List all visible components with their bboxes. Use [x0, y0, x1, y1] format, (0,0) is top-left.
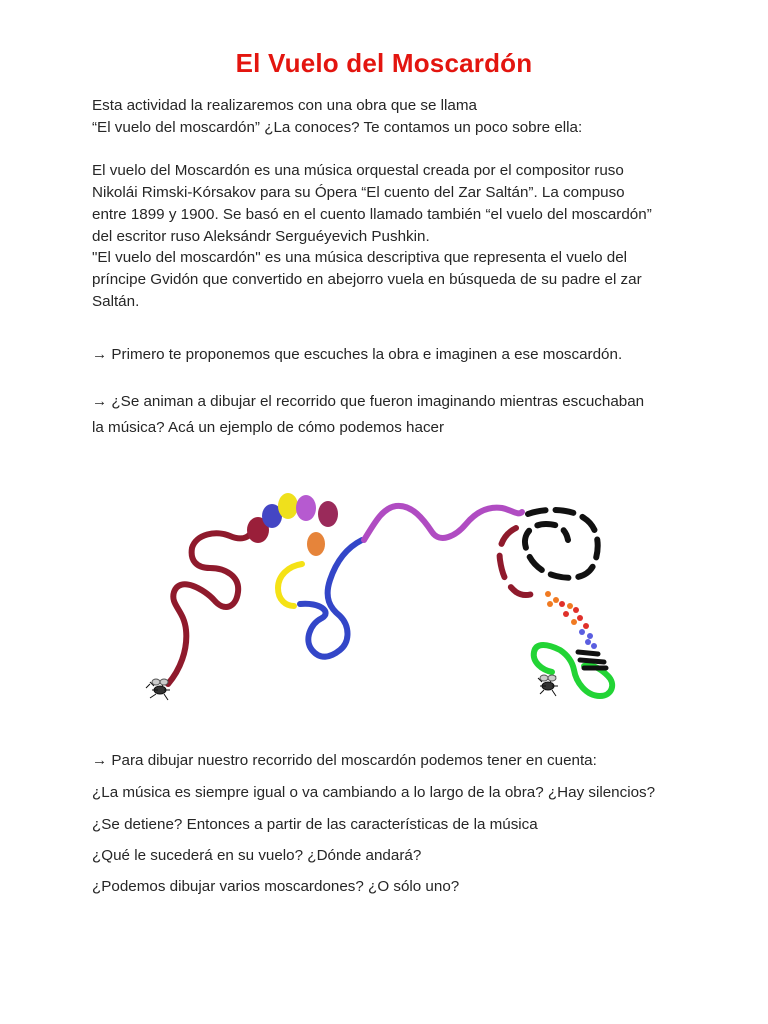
- question-line: ¿La música es siempre igual o va cambiando a lo largo de la obra? ¿Hay silencios?: [92, 784, 656, 801]
- about-line: entre 1899 y 1900. Se basó en el cuento llamado también “el vuelo del moscardón”: [92, 206, 652, 223]
- purple-path: [364, 506, 522, 540]
- maroon-path: [168, 526, 254, 684]
- about-line: "El vuelo del moscardón" es una música descriptiva que representa el vuelo del: [92, 249, 628, 266]
- step-2-text: la música? Acá un ejemplo de cómo podemos hacer: [92, 419, 445, 436]
- orange-ball: [307, 532, 325, 556]
- purple-ball: [296, 495, 316, 521]
- maroon-ball: [318, 501, 338, 527]
- black-dashed-path: [525, 510, 598, 578]
- moscardon-left-icon: [146, 679, 170, 700]
- moscardon-right-icon: [538, 675, 558, 696]
- about-line: Nikolái Rimski-Kórsakov para su Ópera “El cuento del Zar Saltán”. La compuso: [92, 184, 625, 201]
- intro-line: Esta actividad la realizaremos con una obra que se llama: [92, 97, 477, 114]
- yellow-path: [278, 564, 302, 606]
- dotted-trail: [545, 591, 597, 649]
- step-2-text: → ¿Se animan a dibujar el recorrido que fueron imaginando mientras escuchaban: [92, 393, 645, 410]
- about-line: del escritor ruso Aleksándr Serguéyevich Pushkin.: [92, 228, 430, 245]
- about-line: príncipe Gvidón que convertido en abejorro vuela en búsqueda de su padre el zar: [92, 271, 642, 288]
- flight-path-drawing: [140, 478, 640, 713]
- about-line: Saltán.: [92, 293, 140, 310]
- blue-path: [300, 540, 362, 657]
- step-3-text: → Para dibujar nuestro recorrido del moscardón podemos tener en cuenta:: [92, 752, 597, 769]
- about-line: El vuelo del Moscardón es una música orquestal creada por el compositor ruso: [92, 162, 624, 179]
- intro-line: “El vuelo del moscardón” ¿La conoces? Te contamos un poco sobre ella:: [92, 119, 583, 136]
- question-line: ¿Podemos dibujar varios moscardones? ¿O sólo uno?: [92, 878, 460, 895]
- question-line: ¿Se detiene? Entonces a partir de las características de la música: [92, 816, 538, 833]
- yellow-ball: [278, 493, 298, 519]
- question-line: ¿Qué le sucederá en su vuelo? ¿Dónde andará?: [92, 847, 422, 864]
- step-1-text: → Primero te proponemos que escuches la obra e imaginen a ese moscardón.: [92, 346, 623, 363]
- color-balls: [247, 493, 338, 556]
- page-title: El Vuelo del Moscardón: [235, 48, 533, 78]
